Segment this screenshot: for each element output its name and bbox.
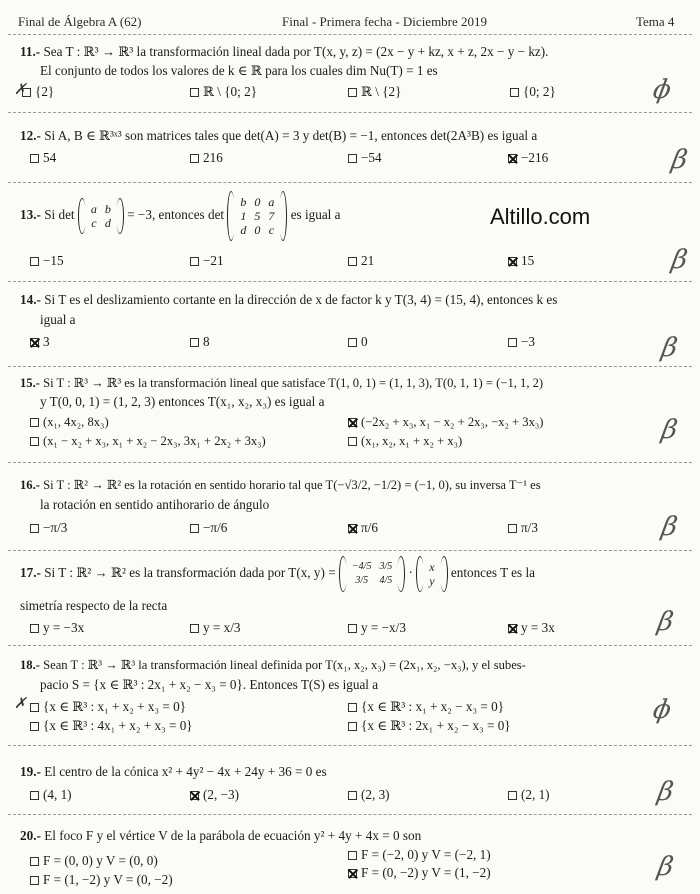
checkbox[interactable] bbox=[348, 257, 357, 266]
checkbox[interactable] bbox=[30, 524, 39, 533]
question-12-line-1: 12.- Si A, B ∈ ℝ³ˣ³ son matrices tales que det(A) = 3 y det(B) = −1, entonces det(2A³B) es igual a bbox=[20, 128, 538, 143]
course-title: Final de Álgebra A (62) bbox=[18, 14, 142, 29]
vector-xy: x y bbox=[416, 560, 447, 588]
q14-option-c[interactable]: 0 bbox=[348, 334, 368, 350]
checkbox-checked[interactable] bbox=[348, 418, 357, 427]
checkbox[interactable] bbox=[30, 154, 39, 163]
q20-option-b[interactable]: F = (−2, 0) y V = (−2, 1) bbox=[348, 847, 491, 863]
question-17-line-2: simetría respecto de la recta bbox=[20, 598, 168, 613]
q14-option-a[interactable]: 3 bbox=[30, 334, 50, 350]
q19-option-d[interactable]: (2, 1) bbox=[508, 787, 550, 803]
question-17-line-1: 17.- Si T : ℝ² → ℝ² es la transformación dada por T(x, y) = −4/5 3/5 3/5 4/5 · x y entonces T es la bbox=[20, 560, 535, 588]
checkbox[interactable] bbox=[348, 437, 357, 446]
divider bbox=[8, 462, 692, 463]
grade-mark-16: β bbox=[659, 512, 680, 542]
question-18-line-2: pacio S = {x ∈ ℝ³ : 2x₁ + x₂ − x₃ = 0}. Entonces T(S) es igual a bbox=[40, 677, 379, 692]
checkbox[interactable] bbox=[30, 703, 39, 712]
grade-mark-15: β bbox=[659, 415, 680, 445]
q16-option-a[interactable]: −π/3 bbox=[30, 520, 67, 536]
q12-option-c[interactable]: −54 bbox=[348, 150, 382, 166]
checkbox-checked[interactable] bbox=[190, 791, 199, 800]
q12-option-b[interactable]: 216 bbox=[190, 150, 223, 166]
matrix-2x2: −4/5 3/5 3/5 4/5 bbox=[339, 560, 405, 588]
q13-option-d[interactable]: 15 bbox=[508, 253, 534, 269]
checkbox[interactable] bbox=[508, 524, 517, 533]
q18-option-a[interactable]: {x ∈ ℝ³ : x₁ + x₂ + x₃ = 0} bbox=[30, 699, 186, 715]
checkbox[interactable] bbox=[190, 338, 199, 347]
grade-mark-14: β bbox=[659, 333, 680, 363]
checkbox[interactable] bbox=[30, 624, 39, 633]
divider bbox=[8, 814, 692, 815]
q15-option-c[interactable]: (x₁ − x₂ + x₃, x₁ + x₂ − 2x₃, 3x₁ + 2x₂ + 3x₃) bbox=[30, 434, 266, 449]
divider bbox=[8, 366, 692, 367]
grade-mark-19: β bbox=[655, 777, 676, 807]
question-15-line-1: 15.- Si T : ℝ³ → ℝ³ es la transformación lineal que satisface T(1, 0, 1) = (1, 1, 3), T(0, 1, 1) = (−1, 1, 2) bbox=[20, 376, 544, 390]
checkbox-checked[interactable] bbox=[508, 154, 517, 163]
question-14-line-1: 14.- Si T es el deslizamiento cortante en la dirección de x de factor k y T(3, 4) = (15, 4), entonces k es bbox=[20, 292, 558, 307]
grade-mark-20: β bbox=[655, 852, 676, 882]
checkbox[interactable] bbox=[510, 88, 519, 97]
question-18-line-1: 18.- Sean T : ℝ³ → ℝ³ la transformación lineal definida por T(x₁, x₂, x₃) = (2x₁, x₂, −x₃), y el subes- bbox=[20, 658, 526, 672]
checkbox[interactable] bbox=[348, 88, 357, 97]
q14-option-d[interactable]: −3 bbox=[508, 334, 535, 350]
question-16-line-1: 16.- Si T : ℝ² → ℝ² es la rotación en sentido horario tal que T(−√3/2, −1/2) = (−1, 0), su inversa T⁻¹ es bbox=[20, 478, 541, 492]
q15-option-a[interactable]: (x₁, 4x₂, 8x₃) bbox=[30, 415, 109, 430]
checkbox[interactable] bbox=[348, 154, 357, 163]
checkbox[interactable] bbox=[508, 791, 517, 800]
watermark-logo: Altillo.com bbox=[490, 204, 591, 229]
q15-option-b[interactable]: (−2x₂ + x₃, x₁ − x₂ + 2x₃, −x₂ + 3x₃) bbox=[348, 415, 544, 430]
handwritten-strike: ✗ bbox=[14, 82, 27, 98]
q14-option-b[interactable]: 8 bbox=[190, 334, 210, 350]
divider bbox=[8, 745, 692, 746]
divider bbox=[8, 281, 692, 282]
q20-option-c[interactable]: F = (1, −2) y V = (0, −2) bbox=[30, 872, 173, 888]
q12-option-a[interactable]: 54 bbox=[30, 150, 56, 166]
q17-option-a[interactable]: y = −3x bbox=[30, 620, 84, 636]
q11-option-c[interactable]: ℝ \ {2} bbox=[348, 84, 401, 100]
grade-mark-17: β bbox=[655, 607, 676, 637]
handwritten-strike: ✗ bbox=[14, 696, 27, 712]
q16-option-b[interactable]: −π/6 bbox=[190, 520, 227, 536]
checkbox[interactable] bbox=[508, 338, 517, 347]
header-divider bbox=[8, 34, 692, 35]
exam-title: Final - Primera fecha - Diciembre 2019 bbox=[282, 14, 488, 29]
tema-label: Tema 4 bbox=[636, 14, 675, 29]
q11-option-b[interactable]: ℝ \ {0; 2} bbox=[190, 84, 257, 100]
question-20-line-1: 20.- El foco F y el vértice V de la parábola de ecuación y² + 4y + 4x = 0 son bbox=[20, 828, 422, 843]
question-16-line-2: la rotación en sentido antihorario de ángulo bbox=[40, 497, 270, 512]
q16-option-c[interactable]: π/6 bbox=[348, 520, 378, 536]
q19-option-a[interactable]: (4, 1) bbox=[30, 787, 72, 803]
q13-option-c[interactable]: 21 bbox=[348, 253, 374, 269]
checkbox[interactable] bbox=[348, 338, 357, 347]
q13-option-a[interactable]: −15 bbox=[30, 253, 64, 269]
divider bbox=[8, 182, 692, 183]
checkbox[interactable] bbox=[30, 857, 39, 866]
checkbox[interactable] bbox=[190, 624, 199, 633]
q19-option-c[interactable]: (2, 3) bbox=[348, 787, 390, 803]
checkbox[interactable] bbox=[348, 791, 357, 800]
checkbox-checked[interactable] bbox=[508, 257, 517, 266]
checkbox[interactable] bbox=[348, 624, 357, 633]
q20-option-a[interactable]: F = (0, 0) y V = (0, 0) bbox=[30, 853, 158, 869]
q16-option-d[interactable]: π/3 bbox=[508, 520, 538, 536]
checkbox-checked[interactable] bbox=[508, 624, 517, 633]
question-11-line-2: El conjunto de todos los valores de k ∈ ℝ para los cuales dim Nu(T) = 1 es bbox=[40, 63, 438, 78]
q11-option-a[interactable]: {2} bbox=[22, 84, 54, 100]
checkbox[interactable] bbox=[348, 722, 357, 731]
grade-mark-11: ɸ bbox=[650, 75, 674, 105]
checkbox[interactable] bbox=[190, 88, 199, 97]
divider bbox=[8, 550, 692, 551]
q11-option-d[interactable]: {0; 2} bbox=[510, 84, 556, 100]
checkbox[interactable] bbox=[30, 418, 39, 427]
q20-option-d[interactable]: F = (0, −2) y V = (1, −2) bbox=[348, 865, 491, 881]
checkbox[interactable] bbox=[30, 437, 39, 446]
checkbox[interactable] bbox=[30, 876, 39, 885]
q17-option-b[interactable]: y = x/3 bbox=[190, 620, 240, 636]
checkbox-checked[interactable] bbox=[30, 338, 39, 347]
grade-mark-12: β bbox=[669, 145, 690, 175]
checkbox-checked[interactable] bbox=[348, 524, 357, 533]
checkbox[interactable] bbox=[190, 524, 199, 533]
q13-option-b[interactable]: −21 bbox=[190, 253, 224, 269]
grade-mark-13: β bbox=[669, 245, 690, 275]
checkbox[interactable] bbox=[190, 257, 199, 266]
checkbox[interactable] bbox=[30, 722, 39, 731]
grade-mark-18: ɸ bbox=[650, 695, 674, 725]
q17-option-c[interactable]: y = −x/3 bbox=[348, 620, 406, 636]
q19-option-b[interactable]: (2, −3) bbox=[190, 787, 239, 803]
question-14-line-2: igual a bbox=[40, 312, 76, 327]
q15-option-d[interactable]: (x₁, x₂, x₁ + x₂ + x₃) bbox=[348, 434, 462, 449]
checkbox[interactable] bbox=[348, 851, 357, 860]
checkbox[interactable] bbox=[348, 703, 357, 712]
q18-option-c[interactable]: {x ∈ ℝ³ : 4x₁ + x₂ + x₃ = 0} bbox=[30, 718, 193, 734]
checkbox[interactable] bbox=[30, 791, 39, 800]
checkbox[interactable] bbox=[190, 154, 199, 163]
q18-option-d[interactable]: {x ∈ ℝ³ : 2x₁ + x₂ − x₃ = 0} bbox=[348, 718, 511, 734]
checkbox-checked[interactable] bbox=[348, 869, 357, 878]
question-13-line: 13.- Si det a b c d = −3, entonces det b 0 a 1 5 7 d 0 c es igual a bbox=[20, 195, 341, 237]
divider bbox=[8, 112, 692, 113]
q12-option-d[interactable]: −216 bbox=[508, 150, 548, 166]
question-11-line-1: 11.- Sea T : ℝ³ → ℝ³ la transformación lineal dada por T(x, y, z) = (2x − y + kz, x + z, 2x − y − kz). bbox=[20, 44, 549, 59]
matrix-2x2: a b c d bbox=[78, 202, 124, 230]
question-19-line-1: 19.- El centro de la cónica x² + 4y² − 4x + 24y + 36 = 0 es bbox=[20, 764, 327, 779]
matrix-3x3: b 0 a 1 5 7 d 0 c bbox=[227, 195, 287, 237]
divider bbox=[8, 645, 692, 646]
q17-option-d[interactable]: y = 3x bbox=[508, 620, 555, 636]
question-15-line-2: y T(0, 0, 1) = (1, 2, 3) entonces T(x₁, x₂, x₃) es igual a bbox=[40, 394, 325, 409]
checkbox[interactable] bbox=[30, 257, 39, 266]
q18-option-b[interactable]: {x ∈ ℝ³ : x₁ + x₂ − x₃ = 0} bbox=[348, 699, 504, 715]
